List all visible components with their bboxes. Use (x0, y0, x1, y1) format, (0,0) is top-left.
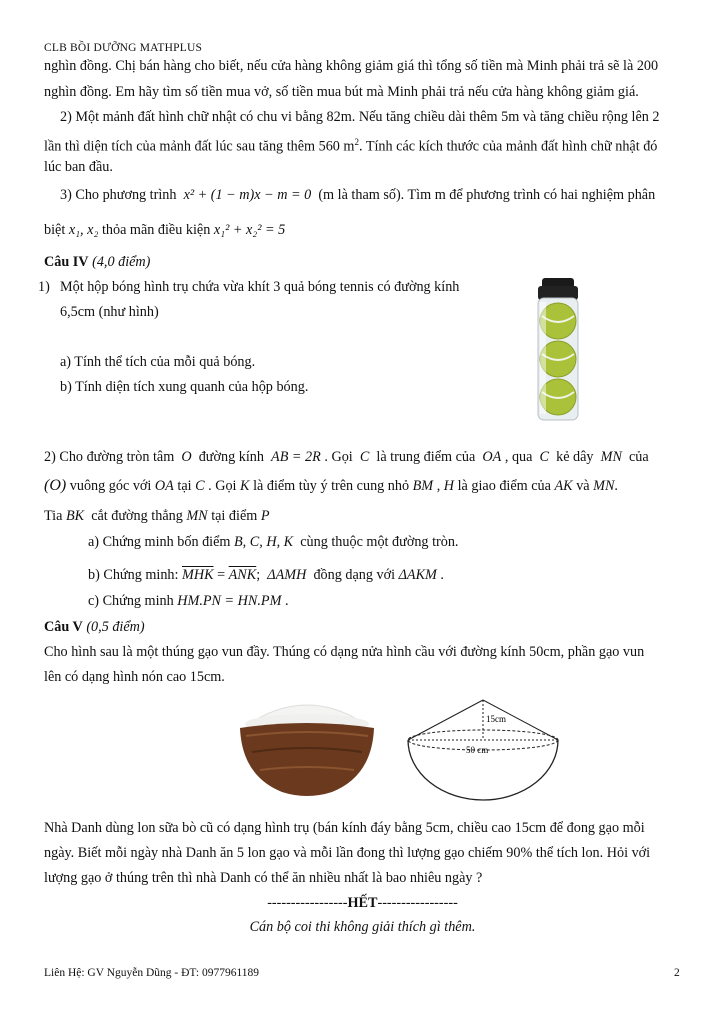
problem-2-c: c) Chứng minh HM.PN = HN.PM . (88, 593, 289, 609)
condition: x₁² + x₂² = 5 (213, 222, 286, 238)
question-3-line1: 3) Cho phương trình x² + (1 − m)x − m = 0 (m là tham số). Tìm m để phương trình có hai nghiệm phân (60, 187, 656, 203)
section-5-line3: Nhà Danh dùng lon sữa bò cũ có dạng hình trụ (bán kính đáy bằng 5cm, chiều cao 15cm để đong gạo mỗi (44, 820, 645, 836)
equation: x² + (1 − m)x − m = 0 (183, 187, 312, 203)
arc-ank: $\overline{ANK}$ (228, 567, 257, 583)
section-5-line1: Cho hình sau là một thúng gạo vun đầy. Thúng có dạng nửa hình cầu với đường kính 50cm, phần gạo vun (44, 644, 645, 660)
problem-2-line3: Tia BK cắt đường thẳng MN tại điểm P (44, 508, 270, 524)
question-2-line2: lần thì diện tích của mảnh đất lúc sau tăng thêm 560 $m^2$. Tính các kích thước của mảnh đất hình chữ nhật đó (44, 137, 658, 155)
problem-2-b: b) Chứng minh: $\overline{MHK} = \overline{ANK}$; ΔAMH đồng dạng với ΔAKM . (88, 567, 444, 583)
rice-bowl-figure (232, 692, 382, 802)
problem-2-line1: 2) Cho đường tròn tâm O đường kính AB = 2R . Gọi C là trung điểm của OA , qua C kẻ dây MN của (44, 449, 649, 465)
header-club: CLB BỒI DƯỠNG MATHPLUS (44, 42, 203, 54)
problem-1-line2: 6,5cm (như hình) (60, 304, 159, 320)
end-note: Cán bộ coi thi không giải thích gì thêm. (249, 919, 476, 935)
cone-side-left (408, 700, 483, 740)
section-5-title: Câu V (0,5 điểm) (44, 619, 145, 635)
question-2-line3: lúc ban đầu. (44, 159, 113, 175)
section-5-line5: lượng gạo ở thúng trên thì nhà Danh có thể ăn nhiều nhất là bao nhiêu ngày ? (44, 870, 483, 886)
problem-2-a: a) Chứng minh bốn điểm B, C, H, K cùng thuộc một đường tròn. (88, 534, 459, 550)
footer-contact: Liên Hệ: GV Nguyễn Dũng - ĐT: 0977961189 (44, 967, 260, 979)
arc-mhk: $\overline{MHK}$ (182, 567, 214, 583)
section-5-line2: lên có dạng hình nón cao 15cm. (44, 669, 225, 685)
end-marker: -----------------HẾT----------------- (267, 895, 458, 911)
problem-1-b: b) Tính diện tích xung quanh của hộp bóng. (60, 379, 309, 395)
problem-1-line1: Một hộp bóng hình trụ chứa vừa khít 3 quả bóng tennis có đường kính (60, 279, 460, 295)
tennis-tube-figure (528, 276, 588, 424)
question-2-line1: 2) Một mảnh đất hình chữ nhật có chu vi bằng 82m. Nếu tăng chiều dài thêm 5m và tăng chiều rộng lên 2 (60, 109, 660, 125)
problem-2-line2: (O) vuông góc với OA tại C . Gọi K là điểm tùy ý trên cung nhỏ BM , H là giao điểm của AK và MN. (44, 477, 618, 494)
height-label: 15cm (486, 714, 506, 724)
question-3-line2: biệt x₁, x₂ thỏa mãn điều kiện x₁² + x₂² = 5 (44, 222, 286, 238)
problem-1-a: a) Tính thể tích của mỗi quả bóng. (60, 354, 256, 370)
section-4-title: Câu IV (4,0 điểm) (44, 254, 151, 270)
text-line: nghìn đồng. Chị bán hàng cho biết, nếu cửa hàng không giảm giá thì tổng số tiền mà Minh phải trả sẽ là 200 (44, 58, 659, 74)
hemisphere-cone-diagram (400, 690, 565, 810)
section-5-line4: ngày. Biết mỗi ngày nhà Danh ăn 5 lon gạo và mỗi lần đong thì lượng gạo chiếm 90% thể tích lon. Hỏi với (44, 845, 651, 861)
problem-1-num: 1) (38, 279, 50, 295)
page-number: 2 (674, 967, 680, 979)
diameter-label: 50 cm (466, 745, 489, 755)
text-line: nghìn đồng. Em hãy tìm số tiền mua vở, số tiền mua bút mà Minh phải trả nếu cửa hàng không giảm giá. (44, 84, 639, 100)
